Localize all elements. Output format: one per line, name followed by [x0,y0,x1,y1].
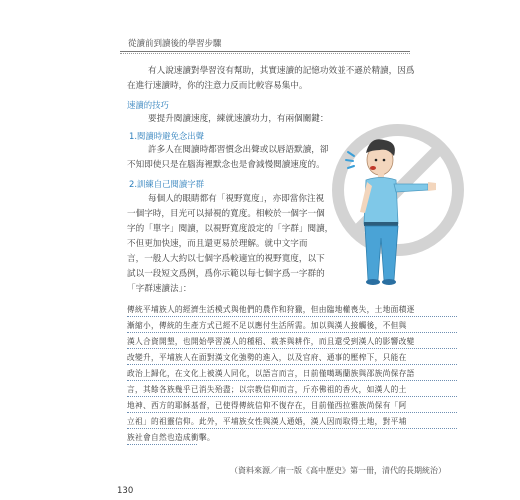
source-citation: （資料來源／南一版《高中歷史》第一冊，清代的長期統治） [230,466,446,475]
no-talking-figure-icon [318,120,478,290]
header-title: 從讀前到讀後的學習步驟 [128,39,222,49]
point-2-line-2: 一個字時，目光可以掃視的寬度。相較於一個字一個 [127,209,325,219]
point-1-line-1: 許多人在閱讀時都習慣念出聲或以唇語默讀，卻 [148,145,329,155]
intro-line-1: 有人說速讀對學習沒有幫助，其實速讀的記憶功效並不遜於精讀，因爲 [148,66,415,76]
exercise-line: 政治上歸化，在文化上被漢人同化，以語言而言，日前僅噶瑪蘭族與邵族尚保存語 [127,369,415,378]
exercise-line: 地神、西方的耶穌基督，已使得傳統信仰不復存在，目前僅西拉雅族尚保有「阿 [127,401,407,410]
point-2-line-3: 字的「單字」閱讀，以視野寬度設定的「字群」閱讀， [127,224,334,234]
exercise-line: 族社會自然也造成衝擊。 [127,433,215,442]
point-1-title: 1.閱讀時避免念出聲 [129,131,204,141]
point-2-line-7: 「字群速讀法」： [127,284,192,294]
point-2-line-5: 言，一般人大約以七個字爲較適宜的視野寬度，以下 [127,254,325,264]
header-dotted-rule [120,53,410,54]
point-2-line-1: 每個人的眼睛都有「視野寬度」，亦即當你注視 [148,194,325,204]
point-2-line-4: 不但更加快速，而且還更易於理解。就中文字而 [127,239,308,249]
exercise-line: 傳統平埔族人的經濟生活模式與他們的農作和狩獵，但由臨地權喪失，土地面積逐 [127,305,415,314]
running-header [120,39,410,50]
point-2-title: 2.訓練自己閱讀字群 [129,179,204,189]
exercise-line: 漸縮小，傳統的生產方式已經不足以應付生活所需。加以與漢人接觸後，不但與 [127,321,407,330]
exercise-line: 言，其餘各族幾乎已消失殆盡；以宗教信仰而言，斤亦佛祖的香火，如漢人的土 [127,385,407,394]
exercise-line: 改變升，平埔族人在面對漢文化強勢的進入，以及官府、通事的壓榨下，只能在 [127,353,407,362]
exercise-passage [127,302,457,452]
header-rule [120,51,410,52]
point-1-line-2: 不知即使只是在腦海裡默念也是會減慢閱讀速度的。 [127,160,325,170]
section-title: 速讀的技巧 [127,100,169,110]
point-2-line-6: 試以一段短文爲例，爲你示範以每七個字爲一字群的 [127,269,325,279]
section-lead: 要提升閱讀速度，練就速讀功力，有兩個關鍵： [148,114,329,124]
intro-line-2: 在進行速讀時，你的注意力反而比較容易集中。 [127,81,308,91]
page-number: 130 [117,486,134,496]
exercise-line: 立祖」的祖靈信仰。此外，平埔族女性與漢人通婚，漢人因而取得土地，對平埔 [127,417,407,426]
exercise-line: 漢人合資開墾，也開始學習漢人的種稻、栽茶與耕作，而且還受到漢人的影響改變 [127,337,415,346]
